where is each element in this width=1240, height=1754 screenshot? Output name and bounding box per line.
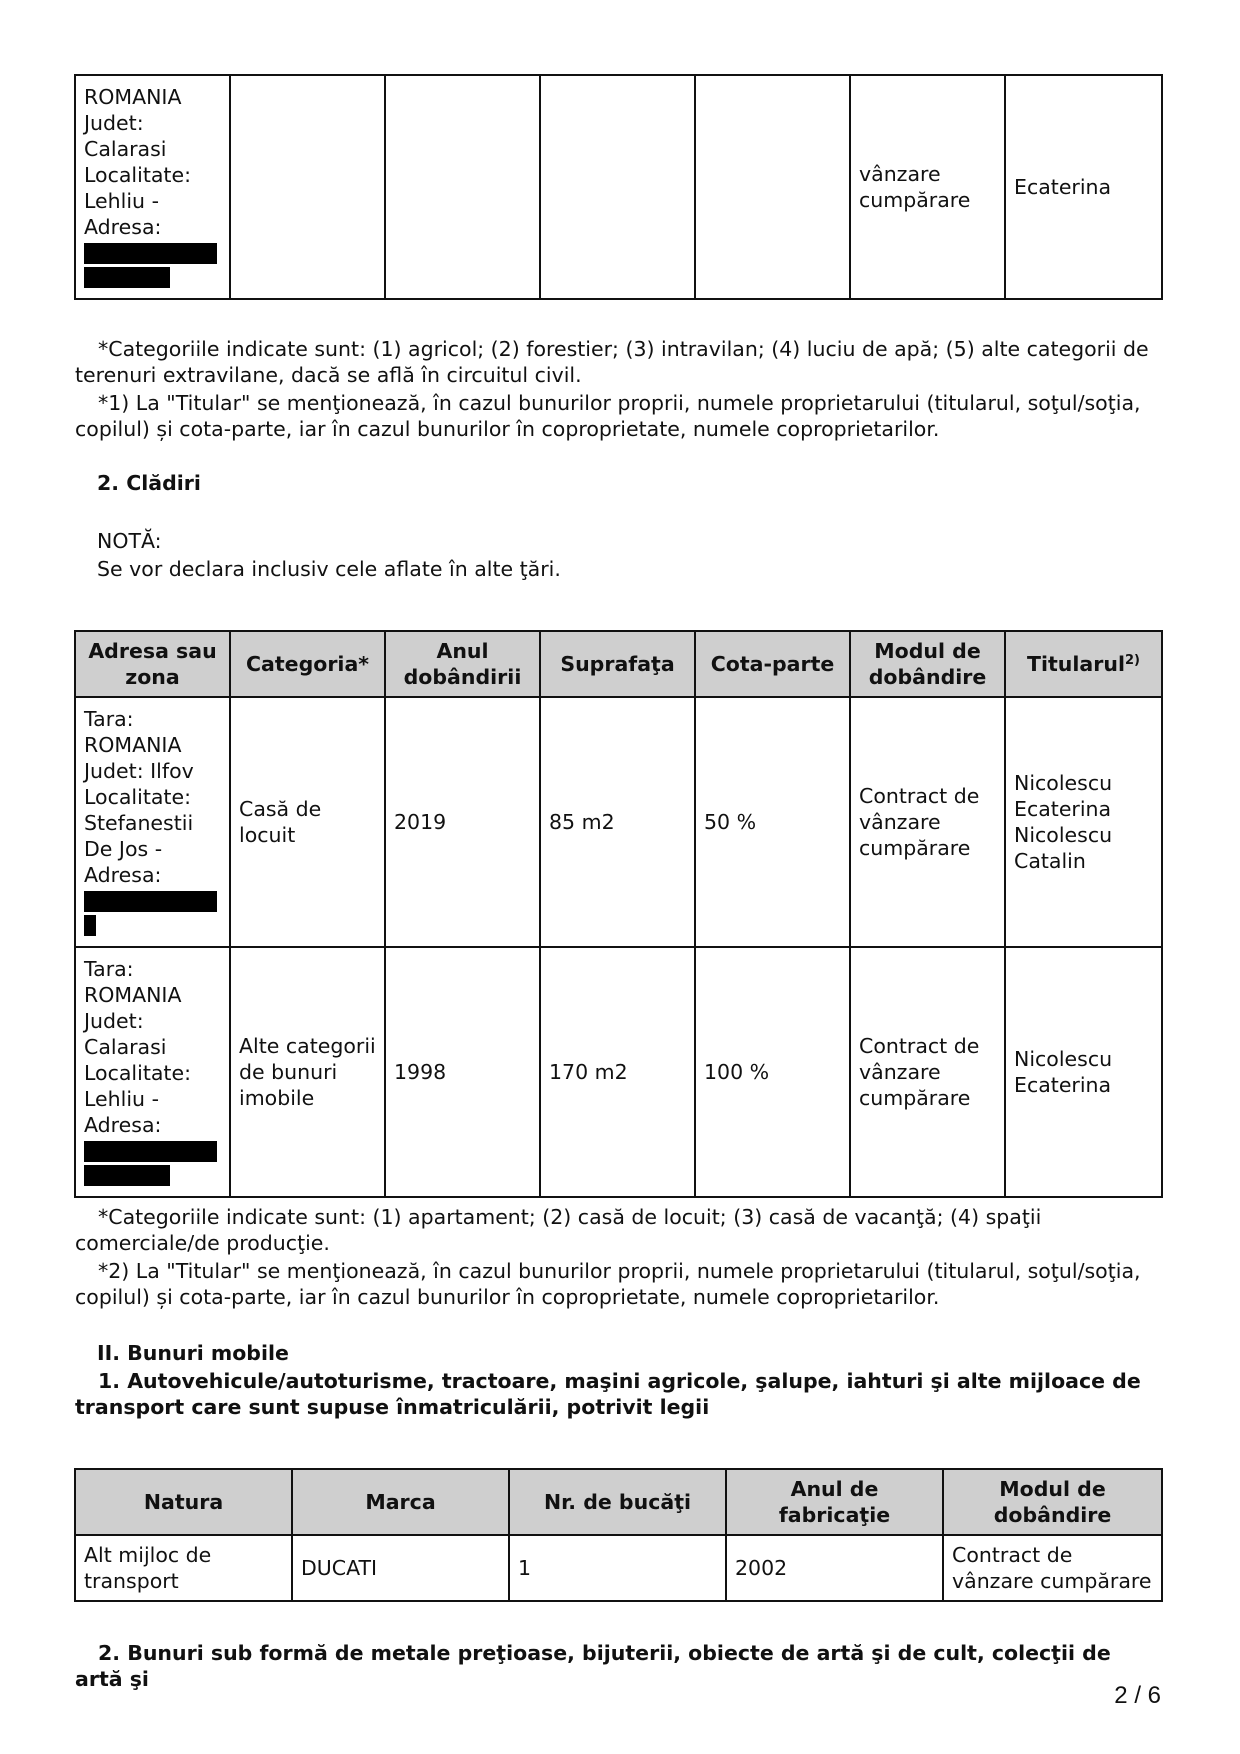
empty-cell (385, 75, 540, 299)
col-header-anul: Anul dobândirii (385, 631, 540, 697)
redacted-block (84, 1141, 217, 1162)
redacted-block (84, 891, 217, 912)
vehicles-table (74, 1468, 1163, 1602)
building-mod: Contract de vânzare cumpărare (850, 697, 1005, 947)
empty-cell (540, 75, 695, 299)
redacted-block (84, 915, 96, 936)
address-line: ROMANIA (84, 84, 182, 109)
redacted-block (84, 243, 217, 264)
col-header-marca: Marca (292, 1469, 509, 1535)
vehicle-anul: 2002 (726, 1535, 943, 1601)
col-header-natura: Natura (75, 1469, 292, 1535)
building-mod: Contract de vânzare cumpărare (850, 947, 1005, 1197)
land-address-text (84, 84, 221, 240)
building-titular: Nicolescu Ecaterina Nicolescu Catalin (1005, 697, 1162, 947)
building-suprafata: 85 m2 (540, 697, 695, 947)
col-header-categoria: Categoria* (230, 631, 385, 697)
building-address-text: Tara: ROMANIA Judet: Calarasi Localitate: Lehliu - Adresa: (84, 956, 191, 1137)
page-number: 2 / 6 (1114, 1682, 1161, 1709)
redacted-block (84, 267, 170, 288)
address-line: Calarasi (84, 136, 167, 161)
address-line: Adresa: (84, 214, 162, 239)
col-header-modul: Modul de dobândire (850, 631, 1005, 697)
building-categoria: Casă de locuit (230, 697, 385, 947)
col-header-adresa: Adresa sau zona (75, 631, 230, 697)
land-mod-cell: vânzare cumpărare (850, 75, 1005, 299)
vehicle-marca: DUCATI (292, 1535, 509, 1601)
building-address-cell (75, 697, 230, 947)
col-header-suprafata: Suprafaţa (540, 631, 695, 697)
land-address-cell (75, 75, 230, 299)
table-row (75, 947, 1162, 1197)
building-cota: 50 % (695, 697, 850, 947)
land-table-continuation (74, 74, 1163, 300)
col-header-modul-dobandire: Modul de dobândire (943, 1469, 1162, 1535)
building-anul: 1998 (385, 947, 540, 1197)
col-header-titularul (1005, 631, 1162, 697)
section-heading-mobile: II. Bunuri mobile (97, 1341, 289, 1365)
vehicle-natura: Alt mijloc de transport (75, 1535, 292, 1601)
col-header-cota: Cota-parte (695, 631, 850, 697)
address-line: Judet: (84, 110, 144, 135)
empty-cell (230, 75, 385, 299)
redacted-block (84, 1165, 170, 1186)
nota-text: Se vor declara inclusiv cele aflate în alte ţări. (97, 557, 561, 581)
subsection-heading-valuables: 2. Bunuri sub formă de metale preţioase, bijuterii, obiecte de artă şi de cult, colecţii de artă şi (75, 1641, 1111, 1691)
section-heading-cladiri: 2. Clădiri (97, 471, 201, 495)
building-categoria: Alte categorii de bunuri imobile (230, 947, 385, 1197)
note-titular-land: *1) La "Titular" se menţionează, în cazul bunurilor proprii, numele proprietarului (titularul, soţul/soţia, copilul) și cota-parte, iar în cazul bunurilor în coproprietate, numele coproprietarilor. (75, 391, 1141, 441)
titularul-label: Titularul (1027, 652, 1125, 676)
land-titular-cell: Ecaterina (1005, 75, 1162, 299)
table-row (75, 697, 1162, 947)
table-row (75, 1535, 1162, 1601)
empty-cell (695, 75, 850, 299)
subsection-heading-vehicles: 1. Autovehicule/autoturisme, tractoare, maşini agricole, şalupe, iahturi şi alte mijloace de transport care sunt supuse înmatriculării, potrivit legii (75, 1369, 1141, 1419)
col-header-anul-fabricatie: Anul de fabricaţie (726, 1469, 943, 1535)
address-line: Localitate: (84, 162, 191, 187)
note-categories-buildings: *Categoriile indicate sunt: (1) apartament; (2) casă de locuit; (3) casă de vacanţă; (4) spaţii comerciale/de producţie. (75, 1205, 1042, 1255)
building-suprafata: 170 m2 (540, 947, 695, 1197)
note-categories-land: *Categoriile indicate sunt: (1) agricol; (2) forestier; (3) intravilan; (4) luciu de apă; (5) alte categorii de terenuri extravilane, dacă se află în circuitul civil. (75, 337, 1149, 387)
vehicle-bucati: 1 (509, 1535, 726, 1601)
titularul-footnote-ref: 2) (1125, 653, 1140, 668)
note-titular-buildings: *2) La "Titular" se menţionează, în cazul bunurilor proprii, numele proprietarului (titularul, soţul/soţia, copilul) și cota-parte, iar în cazul bunurilor în coproprietate, numele coproprietarilor. (75, 1259, 1141, 1309)
building-cota: 100 % (695, 947, 850, 1197)
building-titular: Nicolescu Ecaterina (1005, 947, 1162, 1197)
building-address-cell (75, 947, 230, 1197)
nota-label: NOTĂ: (97, 529, 162, 553)
building-anul: 2019 (385, 697, 540, 947)
buildings-table (74, 630, 1163, 1198)
vehicle-mod: Contract de vânzare cumpărare (943, 1535, 1162, 1601)
address-line: Lehliu - (84, 188, 159, 213)
col-header-bucati: Nr. de bucăţi (509, 1469, 726, 1535)
building-address-text: Tara: ROMANIA Judet: Ilfov Localitate: Stefanestii De Jos - Adresa: (84, 706, 194, 887)
